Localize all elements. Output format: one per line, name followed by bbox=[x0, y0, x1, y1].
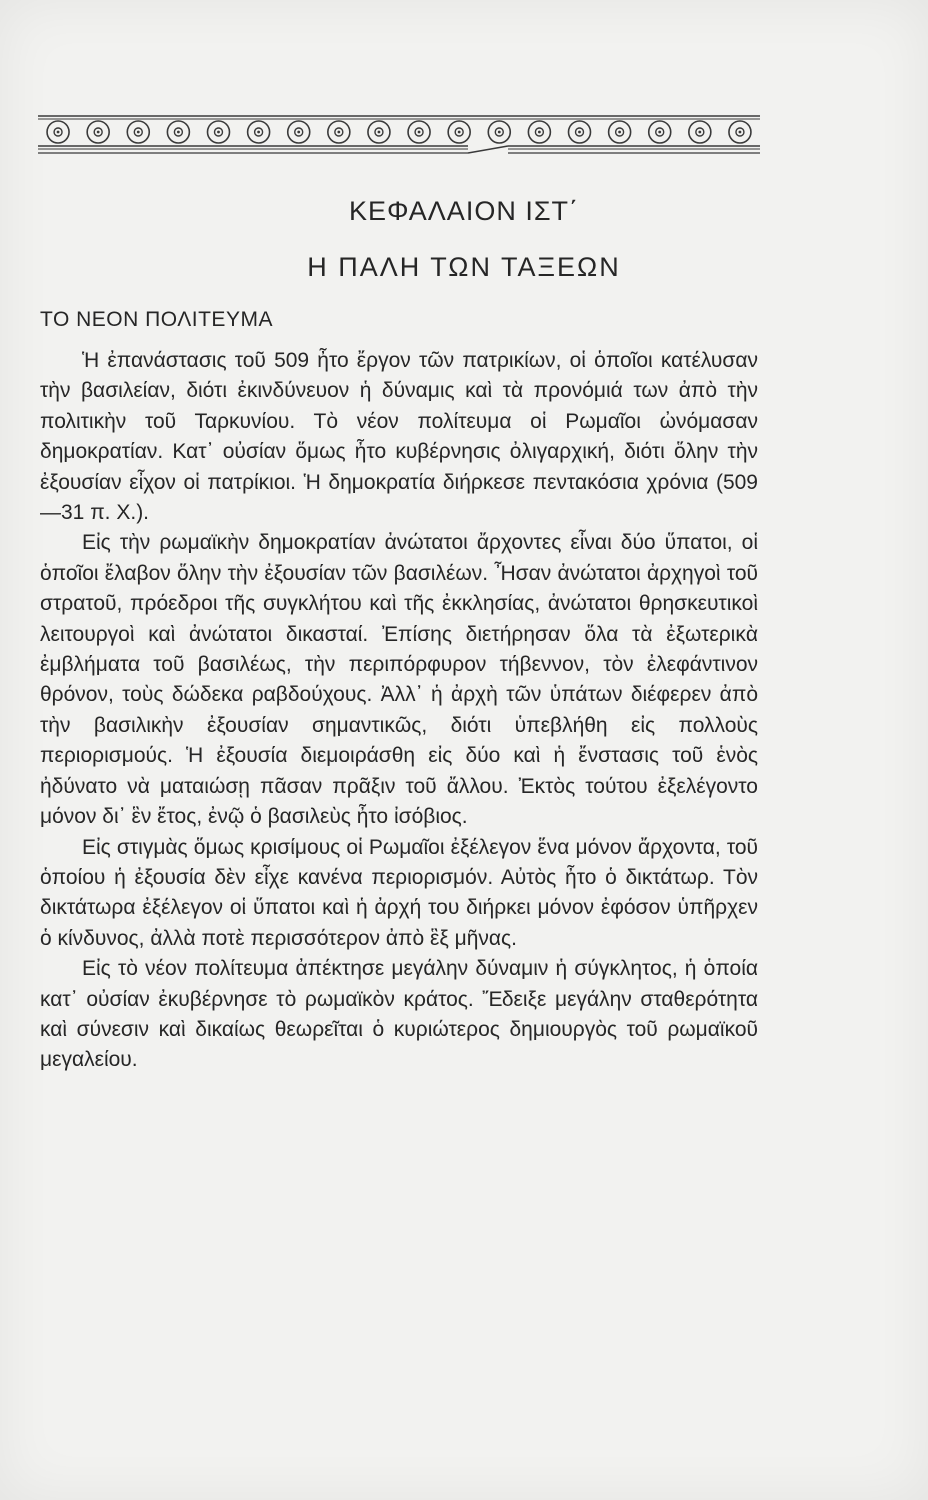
paragraph: Εἰς τὸ νέον πολίτευμα ἀπέκτησε μεγάλην δύναμιν ἡ σύγκλητος, ἡ ὁποία κατ᾽ οὐσίαν ἐκυβέρνησε τὸ ρωμαϊκὸν κράτος. Ἔδειξε μεγάλην σταθερότητα καὶ σύνεσιν καὶ δικαίως θεωρεῖται ὁ κυριώτερος δημιουργὸς τοῦ ρωμαϊκοῦ μεγαλείου. bbox=[40, 957, 758, 1072]
paragraph: Εἰς τὴν ρωμαϊκὴν δημοκρατίαν ἀνώτατοι ἄρχοντες εἶναι δύο ὕπατοι, οἱ ὁποῖοι ἔλαβον ὅλην τὴν ἐξουσίαν τῶν βασιλέων. Ἦσαν ἀνώτατοι ἀρχηγοὶ τοῦ στρατοῦ, πρόεδροι τῆς συγκλήτου καὶ τῆς ἐκκλησίας, ἀνώτατοι θρησκευτικοὶ λειτουργοὶ καὶ ἀνώτατοι δικασταί. Ἐπίσης διετήρησαν ὅλα τὰ ἐξωτερικὰ ἐμβλήματα τοῦ βασιλέως, τὴν περιπόρφυρον τήβεννον, τὸν ἐλεφάντινον θρόνον, τοὺς δώδεκα ραβδούχους. Ἀλλ᾽ ἡ ἀρχὴ τῶν ὑπάτων διέφερεν ἀπὸ τὴν βασιλικὴν ἐξουσίαν σημαντικῶς, διότι ὑπεβλήθη εἰς πολλοὺς περιορισμούς. Ἡ ἐξουσία διεμοιράσθη εἰς δύο καὶ ἡ ἔνστασις τοῦ ἑνὸς ἠδύνατο νὰ ματαιώσῃ πᾶσαν πρᾶξιν τοῦ ἄλλου. Ἐκτὸς τούτου ἐξελέγοντο μόνον δι᾽ ἓν ἔτος, ἐνῷ ὁ βασιλεὺς ἦτο ἰσόβιος. bbox=[40, 531, 758, 829]
chapter-title: ΚΕΦΑΛΑΙΟΝ ΙΣΤ΄ bbox=[348, 196, 579, 226]
paragraph: Ἡ ἐπανάστασις τοῦ 509 ἦτο ἔργον τῶν πατρικίων, οἱ ὁποῖοι κατέλυσαν τὴν βασιλείαν, διότι ἐκινδύνευον ἡ δύναμις καὶ τὰ προνόμιά των ἀπὸ τὴν πολιτικὴν τοῦ Ταρκυνίου. Τὸ νέον πολίτευμα οἱ Ρωμαῖοι ὠνόμασαν δημοκρατίαν. Κατ᾽ οὐσίαν ὅμως ἦτο κυβέρνησις ὀλιγαρχική, διότι ὅλην τὴν ἐξουσίαν εἶχον οἱ πατρίκιοι. Ἡ δημοκρατία διήρκεσε πεντακόσια χρόνια (509—31 π. Χ.). bbox=[40, 349, 758, 525]
paragraph: Εἰς στιγμὰς ὅμως κρισίμους οἱ Ρωμαῖοι ἐξέλεγον ἕνα μόνον ἄρχοντα, τοῦ ὁποίου ἡ ἐξουσία δὲν εἶχε κανένα περιορισμόν. Αὐτὸς ἦτο ὁ δικτάτωρ. Τὸν δικτάτωρα ἐξέλεγον οἱ ὕπατοι καὶ ἡ ἀρχή του διήρκει μόνον ἐφόσον ὑπῆρχεν ὁ κίνδυνος, ἀλλὰ ποτὲ περισσότερον ἀπὸ ἓξ μῆνας. bbox=[40, 835, 758, 950]
rosette-border-ornament-icon bbox=[38, 104, 760, 164]
body-text bbox=[40, 346, 758, 1076]
chapter-heading: Η ΠΑΛΗ ΤΩΝ ΤΑΞΕΩΝ bbox=[307, 252, 621, 282]
section-title: ΤΟ ΝΕΟΝ ΠΟΛΙΤΕΥΜΑ bbox=[40, 308, 273, 331]
